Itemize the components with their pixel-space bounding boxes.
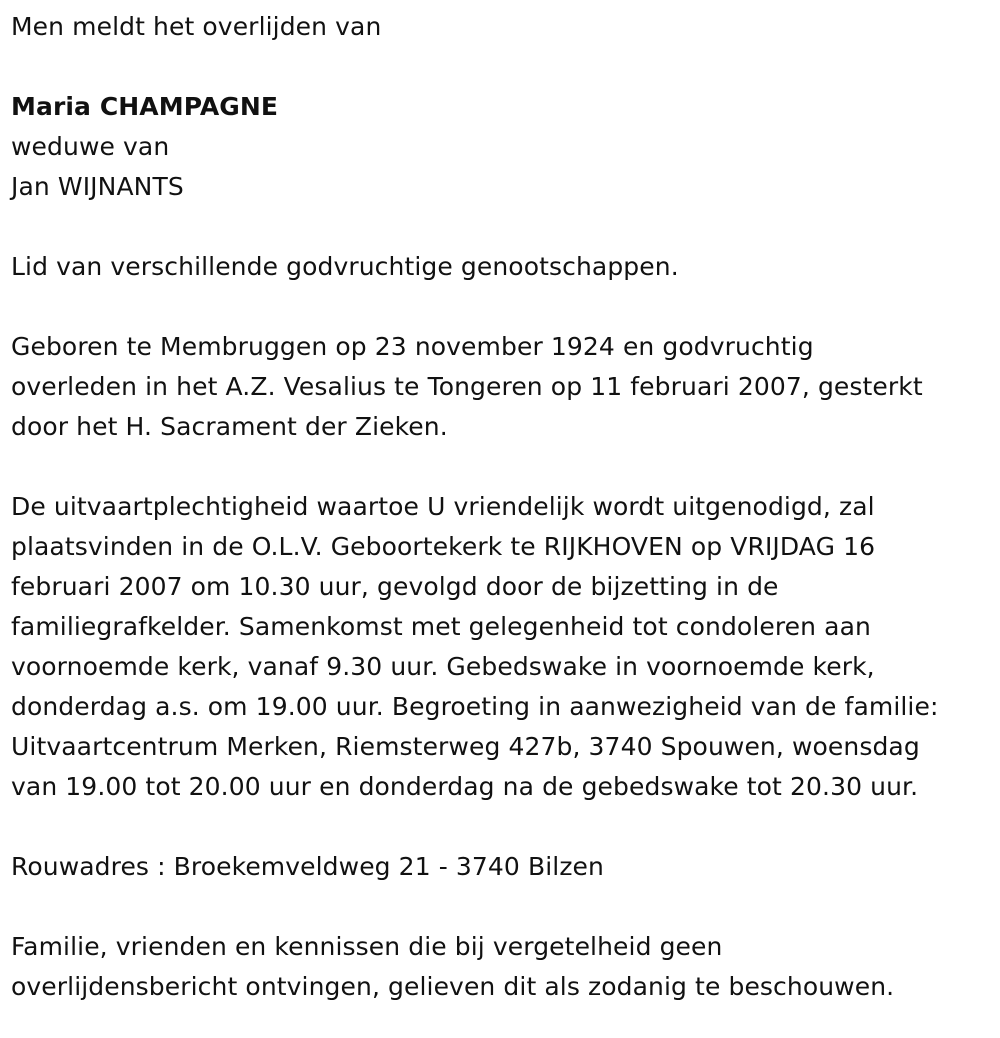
spacer (11, 47, 1000, 87)
funeral-line: februari 2007 om 10.30 uur, gevolgd door de bijzetting in de (11, 572, 779, 601)
spouse-name: Jan WIJNANTS (11, 172, 184, 201)
spacer (11, 807, 1000, 847)
funeral-line: donderdag a.s. om 19.00 uur. Begroeting in aanwezigheid van de familie: (11, 692, 939, 721)
relation-text: weduwe van (11, 132, 170, 161)
closing-paragraph (11, 927, 1000, 1007)
spacer (11, 447, 1000, 487)
closing-line: Familie, vrienden en kennissen die bij vergetelheid geen (11, 932, 723, 961)
spacer (11, 287, 1000, 327)
funeral-line: Uitvaartcentrum Merken, Riemsterweg 427b, 3740 Spouwen, woensdag (11, 732, 920, 761)
membership-text: Lid van verschillende godvruchtige genootschappen. (11, 252, 679, 281)
intro-text: Men meldt het overlijden van (11, 12, 382, 41)
spacer (11, 207, 1000, 247)
funeral-line: van 19.00 tot 20.00 uur en donderdag na de gebedswake tot 20.30 uur. (11, 772, 919, 801)
deceased-name: Maria CHAMPAGNE (11, 92, 279, 121)
funeral-paragraph (11, 487, 1000, 807)
funeral-line: voornoemde kerk, vanaf 9.30 uur. Gebedswake in voornoemde kerk, (11, 652, 875, 681)
birth-line: overleden in het A.Z. Vesalius te Tongeren op 11 februari 2007, gesterkt (11, 372, 923, 401)
birth-line: door het H. Sacrament der Zieken. (11, 412, 448, 441)
birth-line: Geboren te Membruggen op 23 november 1924 en godvruchtig (11, 332, 814, 361)
spacer (11, 887, 1000, 927)
closing-line: overlijdensbericht ontvingen, gelieven dit als zodanig te beschouwen. (11, 972, 895, 1001)
mourning-address: Rouwadres : Broekemveldweg 21 - 3740 Bilzen (11, 852, 604, 881)
funeral-line: plaatsvinden in de O.L.V. Geboortekerk te RIJKHOVEN op VRIJDAG 16 (11, 532, 876, 561)
funeral-line: familiegrafkelder. Samenkomst met gelegenheid tot condoleren aan (11, 612, 871, 641)
birth-paragraph (11, 327, 1000, 447)
funeral-line: De uitvaartplechtigheid waartoe U vriendelijk wordt uitgenodigd, zal (11, 492, 875, 521)
